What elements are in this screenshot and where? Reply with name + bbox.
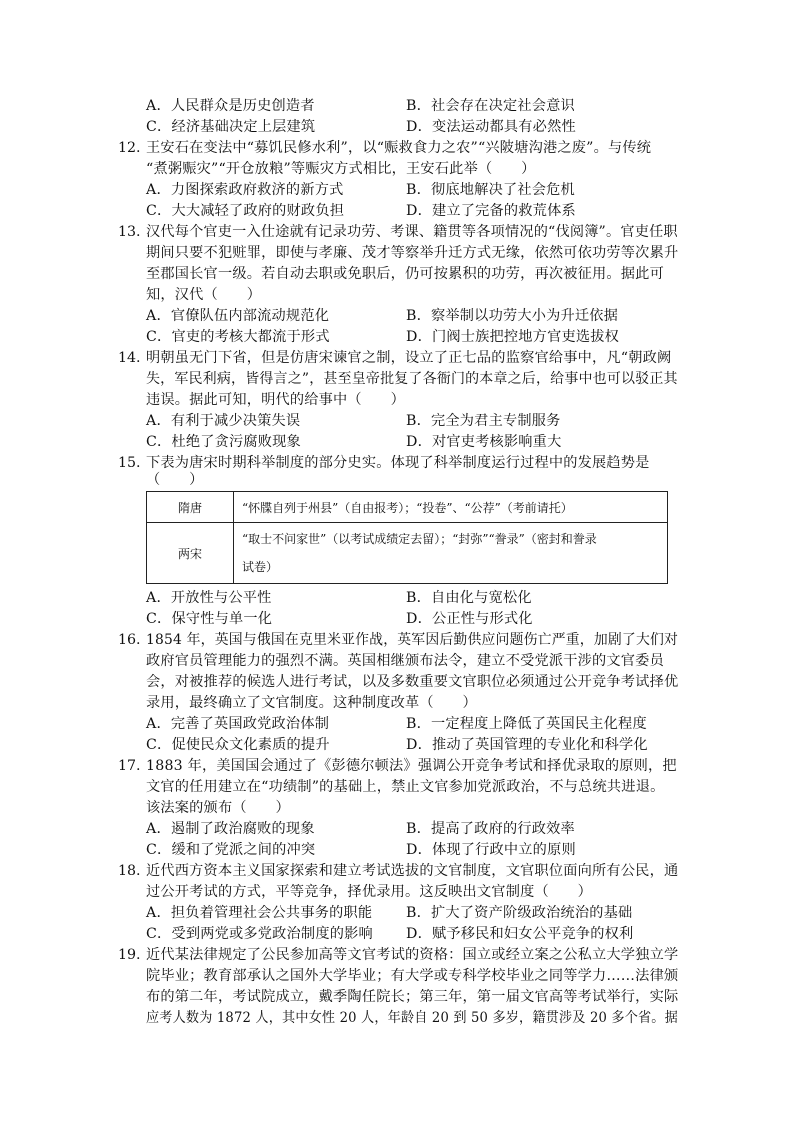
q17-stem-line2: 文官的任用建立在“功绩制”的基础上，禁止文官参加党派政治，不与总统共进退。 xyxy=(146,779,665,795)
q13-stem-line4: 知，汉代（ ） xyxy=(146,287,262,303)
q15-number: 15. xyxy=(118,455,141,471)
q13-option-b[interactable]: B．察举制以功劳大小为升迁依据 xyxy=(406,308,619,324)
q17-number: 17. xyxy=(118,758,141,774)
q17-stem-line3: 该法案的颁布（ ） xyxy=(146,800,290,816)
q14-stem-line1: 明朝虽无门下省，但是仿唐宋谏官之制，设立了正七品的监察官给事中，凡“朝政阙 xyxy=(146,350,672,366)
table-era-song: 两宋 xyxy=(147,523,234,584)
q14-stem-line3: 违误。据此可知，明代的给事中（ ） xyxy=(146,392,405,408)
q19-number: 19. xyxy=(118,947,141,963)
q17-option-c[interactable]: C．缓和了党派之间的冲突 xyxy=(146,842,316,858)
q17-stem-line1: 1883 年，美国国会通过了《彭德尔顿法》强调公开竞争考试和择优录取的原则，把 xyxy=(146,758,677,774)
q18-option-c[interactable]: C．受到两党或多党政治制度的影响 xyxy=(146,926,373,942)
q13-stem-line1: 汉代每个官吏一入仕途就有记录功劳、考课、籍贯等各项情况的“伐阅簿”。官吏任职 xyxy=(146,224,678,240)
q13-option-c[interactable]: C．官吏的考核大都流于形式 xyxy=(146,329,330,345)
q13-option-a[interactable]: A．官僚队伍内部流动规范化 xyxy=(146,308,330,324)
q11-option-d[interactable]: D．变法运动都具有必然性 xyxy=(406,119,576,135)
q18-option-a[interactable]: A．担负着管理社会公共事务的职能 xyxy=(146,905,373,921)
table-era-sui-tang: 隋唐 xyxy=(147,492,234,523)
q12-option-c[interactable]: C．大大减轻了政府的财政负担 xyxy=(146,203,345,219)
q12-stem-line2: “煮粥赈灾”“开仓放粮”等赈灾方式相比，王安石此举（ ） xyxy=(146,161,536,177)
table-cell-song xyxy=(234,523,668,584)
q13-number: 13. xyxy=(118,224,141,240)
table-cell-sui-tang: “怀牒自列于州县”（自由报考）；“投卷”、“公荐”（考前请托） xyxy=(234,492,668,523)
q12-stem-line1: 王安石在变法中“募饥民修水利”，以“赈救食力之农”“兴陂塘沟港之废”。与传统 xyxy=(146,140,652,156)
q12-option-d[interactable]: D．建立了完备的救荒体系 xyxy=(406,203,576,219)
q12-option-a[interactable]: A．力图探索政府救济的新方式 xyxy=(146,182,344,198)
q13-option-d[interactable]: D．门阀士族把控地方官吏选拔权 xyxy=(406,329,620,345)
q16-stem-line4: 录用，最终确立了文官制度。这种制度改革（ ） xyxy=(146,695,477,711)
q17-option-a[interactable]: A．遏制了政治腐败的现象 xyxy=(146,821,315,837)
q14-option-b[interactable]: B．完全为君主专制服务 xyxy=(406,413,561,429)
q15-option-d[interactable]: D．公正性与形式化 xyxy=(406,611,533,627)
q16-stem-line2: 政府官员管理能力的强烈不满。英国相继颁布法令，建立不受党派干涉的文官委员 xyxy=(146,653,664,669)
history-table xyxy=(146,491,668,584)
q15-stem-line2: （ ） xyxy=(146,472,204,488)
table-cell-song-line1: “取士不问家世”（以考试成绩定去留）；“封弥”“誊录”（密封和誊录 xyxy=(242,532,597,546)
q11-option-a[interactable]: A．人民群众是历史创造者 xyxy=(146,98,315,114)
q14-option-a[interactable]: A．有利于减少决策失误 xyxy=(146,413,301,429)
q19-stem-line1: 近代某法律规定了公民参加高等文官考试的资格：国立或经立案之公私立大学独立学 xyxy=(146,947,679,963)
q16-stem-line1: 1854 年，英国与俄国在克里米亚作战，英军因后勤供应问题伤亡严重，加剧了大们对 xyxy=(146,632,679,648)
q17-option-b[interactable]: B．提高了政府的行政效率 xyxy=(406,821,575,837)
q15-stem-line1: 下表为唐宋时期科举制度的部分史实。体现了科举制度运行过程中的发展趋势是 xyxy=(146,455,650,471)
q17-option-d[interactable]: D．体现了行政中立的原则 xyxy=(406,842,576,858)
q16-option-b[interactable]: B．一定程度上降低了英国民主化程度 xyxy=(406,716,647,732)
q16-stem-line3: 会，对被推荐的候选人进行考试，以及多数重要文官职位必须通过公开竞争考试择优 xyxy=(146,674,679,690)
q19-stem-line3: 布的第二年，考试院成立，戴季陶任院长；第三年，第一届文官高等考试举行，实际 xyxy=(146,989,679,1005)
q19-stem-line2: 院毕业；教育部承认之国外大学毕业；有大学或专科学校毕业之同等学力……法律颁 xyxy=(146,968,679,984)
q14-stem-line2: 失，军民利病，皆得言之”，甚至皇帝批复了各衙门的本章之后，给事中也可以驳正其 xyxy=(146,371,678,387)
q11-option-c[interactable]: C．经济基础决定上层建筑 xyxy=(146,119,316,135)
q18-stem-line2: 过公开考试的方式，平等竞争，择优录用。这反映出文官制度（ ） xyxy=(146,884,593,900)
table-row xyxy=(147,492,668,523)
table-cell-song-line2: 试卷） xyxy=(242,560,279,574)
q11-option-b[interactable]: B．社会存在决定社会意识 xyxy=(406,98,575,114)
q18-stem-line1: 近代西方资本主义国家探索和建立考试选拔的文官制度，文官职位面向所有公民，通 xyxy=(146,863,679,879)
q16-option-d[interactable]: D．推动了英国管理的专业化和科学化 xyxy=(406,737,648,753)
q15-option-c[interactable]: C．保守性与单一化 xyxy=(146,611,273,627)
q15-option-a[interactable]: A．开放性与公平性 xyxy=(146,590,272,606)
q19-stem-line4: 应考人数为 1872 人，其中女性 20 人，年龄自 20 到 50 多岁，籍贯涉及 20 多个省。据 xyxy=(146,1010,678,1026)
q12-number: 12. xyxy=(118,140,141,156)
q16-number: 16. xyxy=(118,632,141,648)
q16-option-c[interactable]: C．促使民众文化素质的提升 xyxy=(146,737,330,753)
q15-option-b[interactable]: B．自由化与宽松化 xyxy=(406,590,532,606)
q13-stem-line3: 至郡国长官一级。若自动去职或免职后，仍可按累积的功劳，再次被征用。据此可 xyxy=(146,266,664,282)
q14-option-d[interactable]: D．对官吏考核影响重大 xyxy=(406,434,562,450)
table-row xyxy=(147,523,668,584)
q14-number: 14. xyxy=(118,350,141,366)
q18-option-d[interactable]: D．赋予移民和妇女公平竞争的权利 xyxy=(406,926,634,942)
q12-option-b[interactable]: B．彻底地解决了社会危机 xyxy=(406,182,575,198)
q16-option-a[interactable]: A．完善了英国政党政治体制 xyxy=(146,716,330,732)
q13-stem-line2: 期间只要不犯赃罪，即使与孝廉、茂才等察举升迁方式无缘，依然可依功劳等次累升 xyxy=(146,245,679,261)
q14-option-c[interactable]: C．杜绝了贪污腐败现象 xyxy=(146,434,301,450)
q18-option-b[interactable]: B．扩大了资产阶级政治统治的基础 xyxy=(406,905,633,921)
q18-number: 18. xyxy=(118,863,141,879)
